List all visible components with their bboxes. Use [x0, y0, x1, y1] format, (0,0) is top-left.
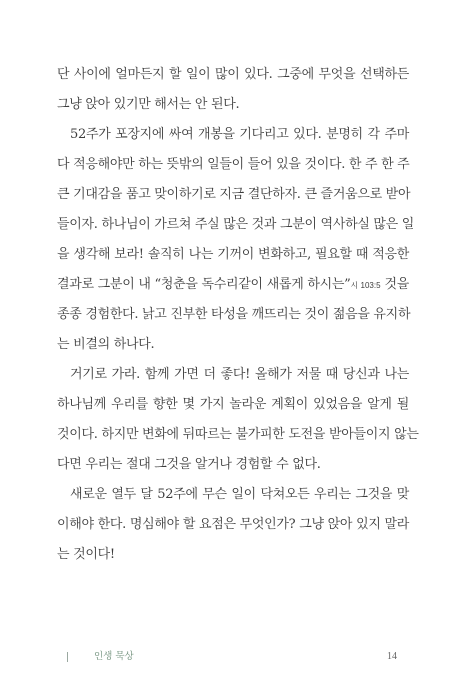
text-line: 52주가 포장지에 싸여 개봉을 기다리고 있다. 분명히 각 주마: [70, 127, 409, 142]
text-line: 을 생각해 보라! 솔직히 나는 기꺼이 변화하고, 필요할 때 적응한: [57, 247, 409, 262]
text-line: 는 것이다!: [57, 547, 115, 562]
text-line: 는 비결의 하나다.: [57, 337, 155, 352]
body-text: [57, 60, 419, 570]
verse-reference: 시 103:5: [350, 281, 381, 290]
text-line: 다 적응해야만 하는 뜻밖의 일들이 들어 있을 것이다. 한 주 한 주: [57, 157, 410, 172]
text-line: 단 사이에 얼마든지 할 일이 많이 있다. 그중에 무엇을 선택하든: [57, 67, 409, 82]
text-line: 것이다. 하지만 변화에 뒤따르는 불가피한 도전을 받아들이지 않는: [57, 427, 419, 442]
text-line: 하나님께 우리를 향한 몇 가지 놀라운 계획이 있었음을 알게 될: [57, 397, 409, 412]
page-footer: [0, 648, 470, 668]
text-line: 다면 우리는 절대 그것을 알거나 경험할 수 없다.: [57, 457, 321, 472]
running-title: 인생 묵상: [94, 651, 134, 662]
page-number: 14: [387, 651, 397, 662]
text-line: 거기로 가라. 함께 가면 더 좋다! 올해가 저물 때 당신과 나는: [70, 367, 409, 382]
text-line: 이해야 한다. 명심해야 할 요점은 무엇인가? 그냥 앉아 있지 말라: [57, 517, 409, 532]
text-segment: 것을: [380, 277, 409, 292]
text-segment: 결과로 그분이 내 “청춘을 독수리같이 새롭게 하시는”: [57, 277, 351, 292]
text-line: 큰 기대감을 품고 맞이하기로 지금 결단하자. 큰 즐거움으로 받아: [57, 187, 411, 202]
text-line: 들이자. 하나님이 가르쳐 주실 많은 것과 그분이 역사하실 많은 일: [57, 217, 415, 232]
text-line: 종종 경험한다. 낡고 진부한 타성을 깨뜨리는 것이 젊음을 유지하: [57, 307, 411, 322]
text-line-with-reference: [57, 270, 409, 300]
text-line: 새로운 열두 달 52주에 무슨 일이 닥쳐오든 우리는 그것을 맞: [70, 487, 409, 502]
text-line: 그냥 앉아 있기만 해서는 안 된다.: [57, 97, 240, 112]
footer-divider: [67, 652, 68, 662]
